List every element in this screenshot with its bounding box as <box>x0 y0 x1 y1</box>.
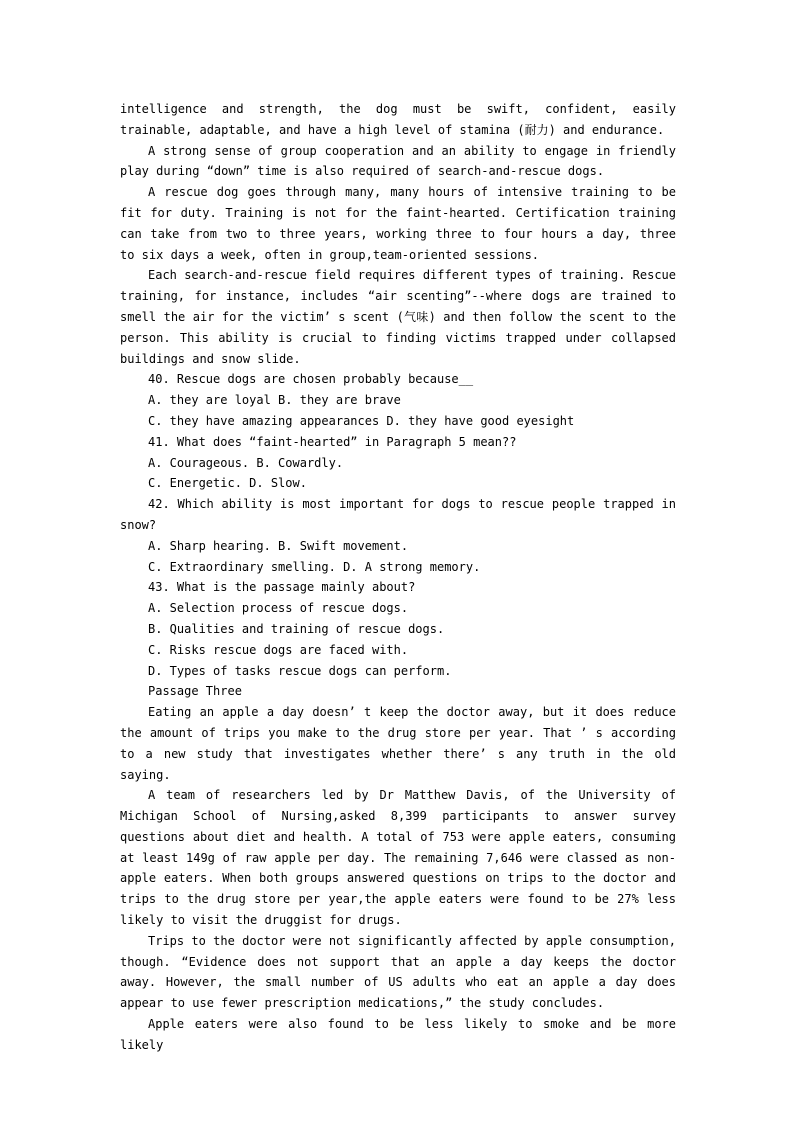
paragraph-body: Eating an apple a day doesn’ t keep the doctor away, but it does reduce the amount of trips you make to the drug store per year. That ’ s according to a new study that investigates whether there’ s any truth in the old saying. <box>120 705 676 782</box>
paragraph-body: A strong sense of group cooperation and an ability to engage in friendly play during “down” time is also required of search-and-rescue dogs. <box>120 143 676 179</box>
question-42-options-ab: A. Sharp hearing. B. Swift movement. <box>148 538 409 553</box>
text-block <box>120 99 676 1056</box>
paragraph-body: Trips to the doctor were not significantly affected by apple consumption, though. “Evidence does not support that an apple a day keeps the doctor away. However, the small number of US adults who eat an apple a day does appear to use fewer prescription medications,” the study concludes. <box>120 933 676 1011</box>
paragraph-body: A team of researchers led by Dr Matthew Davis, of the University of Michigan School of Nursing,asked 8,399 participants to answer survey questions about diet and health. A total of 753 were apple eaters, consuming at least 149g of raw apple per day. The remaining 7,646 were classed as non-apple eaters. When both groups answered questions on trips to the doctor and trips to the drug store per year,the apple eaters were found to be 27% less likely to visit the druggist for drugs. <box>120 788 676 928</box>
question-41-options-ab: A. Courageous. B. Cowardly. <box>148 455 344 470</box>
question-43-option-b: B. Qualities and training of rescue dogs. <box>148 621 445 636</box>
paragraph-body: Each search-and-rescue field requires different types of training. Rescue training, for instance, includes “air scenting”--where dogs are trained to smell the air for the victim’ s scent (气味) and then follow the scent to the person. This ability is crucial to finding victims trapped under collapsed buildings and snow slide. <box>120 268 676 366</box>
question-40-options-ab: A. they are loyal B. they are brave <box>148 393 401 408</box>
paragraph-body: A rescue dog goes through many, many hours of intensive training to be fit for duty. Training is not for the faint-hearted. Certification training can take from two to three years, working three to four hours a day, three to six days a week, often in group,team-oriented sessions. <box>120 185 676 262</box>
question-40: 40. Rescue dogs are chosen probably because__ <box>148 372 474 387</box>
paragraph-body: intelligence and strength, the dog must be swift, confident, easily trainable, adaptable, and have a high level of stamina (耐力) and endurance. <box>120 102 676 137</box>
paragraph-body: Apple eaters were also found to be less likely to smoke and be more likely <box>120 1017 676 1052</box>
question-41-options-cd: C. Energetic. D. Slow. <box>148 476 307 491</box>
question-43: 43. What is the passage mainly about? <box>148 580 416 595</box>
question-40-options-cd: C. they have amazing appearances D. they have good eyesight <box>148 413 575 428</box>
question-43-option-c: C. Risks rescue dogs are faced with. <box>148 642 409 657</box>
question-42-options-cd: C. Extraordinary smelling. D. A strong memory. <box>148 559 481 574</box>
passage-three-heading: Passage Three <box>148 684 242 699</box>
question-43-option-d: D. Types of tasks rescue dogs can perform. <box>148 663 452 678</box>
question-43-option-a: A. Selection process of rescue dogs. <box>148 601 409 616</box>
question-42: 42. Which ability is most important for dogs to rescue people trapped in snow? <box>120 497 676 532</box>
question-41: 41. What does “faint-hearted” in Paragraph 5 mean?? <box>148 434 517 449</box>
